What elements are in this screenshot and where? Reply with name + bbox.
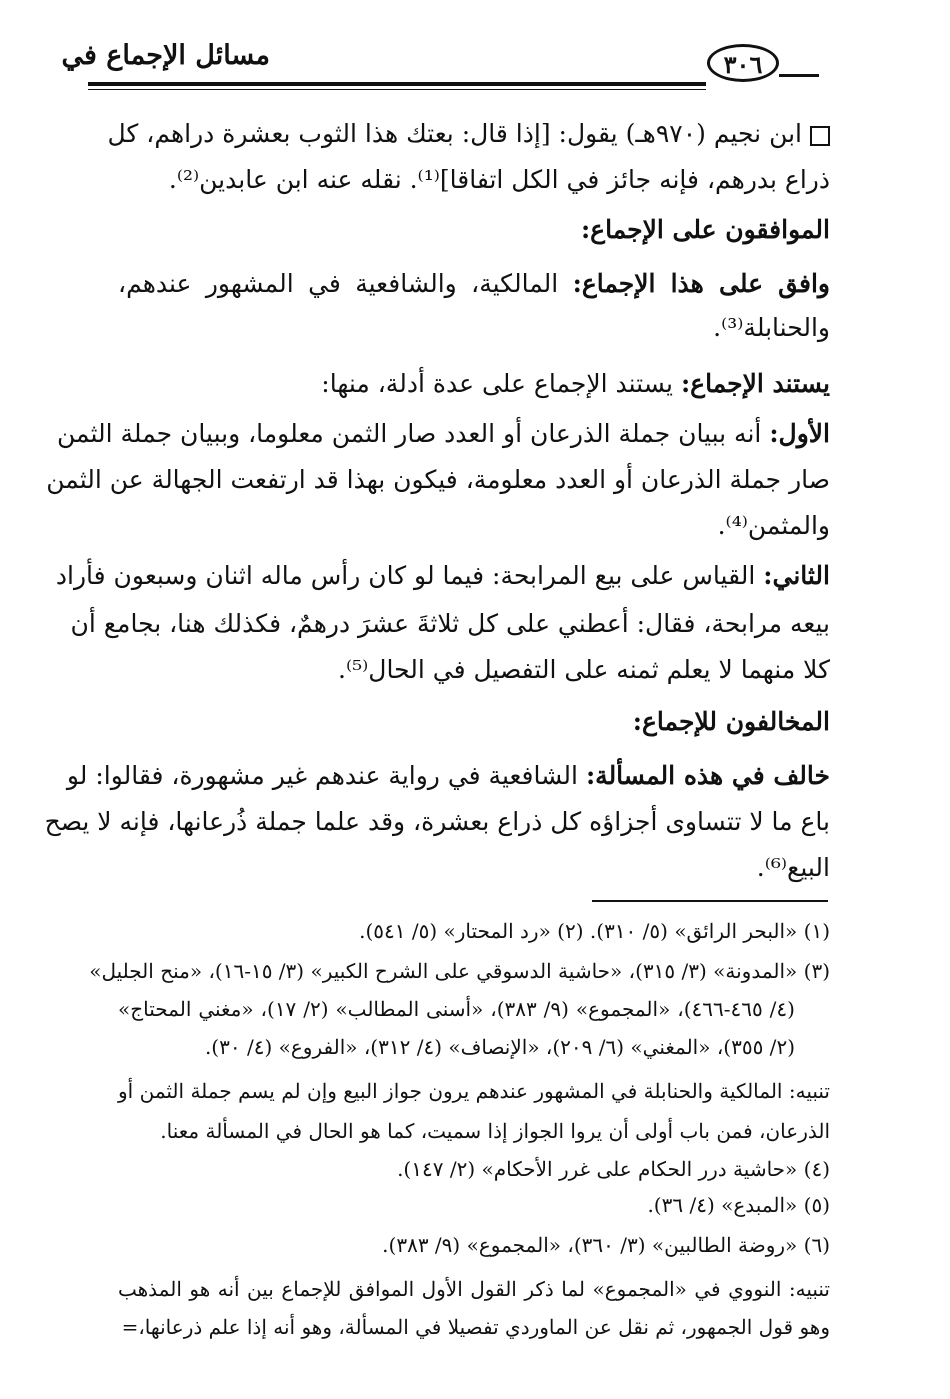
- body-text: الشافعية في رواية عندهم غير مشهورة، فقالوا: لو: [66, 761, 586, 790]
- footnote-line: (٤) «حاشية درر الحكام على غرر الأحكام» (٢/ ١٤٧).: [397, 1157, 830, 1181]
- body-line: [107, 118, 830, 150]
- footnote-line: (٢/ ٣٥٥)، «المغني» (٦/ ٢٠٩)، «الإنصاف» (٤/ ٣١٢)، «الفروع» (٤/ ٣٠).: [204, 1035, 795, 1059]
- body-text: باع ما لا تتساوى أجزاؤه كل ذراع بعشرة، وقد علما جملة ذُرعانها، فإنه لا يصح: [44, 807, 830, 836]
- body-text: صار جملة الذرعان أو العدد معلومة، فيكون بهذا قد ارتفعت الجهالة عن الثمن: [46, 465, 830, 494]
- bold-heading: المخالفون للإجماع:: [632, 707, 830, 736]
- footnote-line: وهو قول الجمهور، ثم نقل عن الماوردي تفصيلا في المسألة، وهو أنه إذا علم ذرعانها،=: [121, 1315, 830, 1339]
- bold-heading: الأول:: [769, 419, 830, 448]
- square-bullet-icon: [810, 126, 830, 146]
- footnote-line: (٥) «المبدع» (٤/ ٣٦).: [647, 1193, 830, 1217]
- footnote-separator: [592, 900, 828, 902]
- body-line: [118, 510, 830, 542]
- footnote-line: (١) «البحر الرائق» (٥/ ٣١٠). (٢) «رد المحتار» (٥/ ٥٤١).: [359, 919, 830, 943]
- header-rule-thin: [88, 89, 706, 90]
- body-line: [118, 214, 830, 246]
- body-line: [55, 560, 830, 592]
- header-rule-thick: [88, 82, 706, 86]
- body-text: ذراع بدرهم، فإنه جائز في الكل اتفاقا]⁽¹⁾. نقله عنه ابن عابدين⁽²⁾.: [168, 165, 830, 194]
- footnote-line: (٣) «المدونة» (٣/ ٣١٥)، «حاشية الدسوقي على الشرح الكبير» (٣/ ١٥-١٦)، «منح الجليل»: [89, 959, 830, 983]
- bold-heading: الموافقون على الإجماع:: [580, 215, 830, 244]
- body-line: [118, 368, 830, 400]
- footnote-line: تنبيه: النووي في «المجموع» لما ذكر القول الأول الموافق للإجماع بين أنه هو المذهب: [118, 1277, 830, 1301]
- body-text: يستند الإجماع على عدة أدلة، منها:: [321, 369, 681, 398]
- body-text: القياس على بيع المرابحة: فيما لو كان رأس ماله اثنان وسبعون فأراد: [55, 561, 764, 590]
- body-line: [118, 312, 830, 344]
- footnote-line: الذرعان، فمن باب أولى أن يروا الجواز إذا سميت، كما هو الحال في المسألة معنا.: [160, 1119, 830, 1143]
- body-text: المالكية، والشافعية في المشهور عندهم،: [118, 269, 573, 298]
- body-line: [118, 164, 830, 196]
- footnote-line: (٤/ ٤٦٥-٤٦٦)، «المجموع» (٩/ ٣٨٣)، «أسنى المطالب» (٢/ ١٧)، «مغني المحتاج»: [118, 997, 795, 1021]
- bold-heading: وافق على هذا الإجماع:: [572, 269, 830, 298]
- body-text: والحنابلة⁽³⁾.: [713, 313, 830, 342]
- body-line: [118, 654, 830, 686]
- bold-heading: الثاني:: [763, 561, 830, 590]
- body-line: [44, 806, 830, 838]
- body-text: والمثمن⁽⁴⁾.: [717, 511, 830, 540]
- body-line: [56, 418, 830, 450]
- running-header-title: مسائل الإجماع في: [61, 40, 270, 71]
- body-text: البيع⁽⁶⁾.: [756, 853, 830, 882]
- bold-heading: خالف في هذه المسألة:: [585, 761, 830, 790]
- body-line: [118, 268, 830, 300]
- footnote-line: تنبيه: المالكية والحنابلة في المشهور عندهم يرون جواز البيع وإن لم يسم جملة الثمن أو: [118, 1079, 830, 1103]
- body-line: [118, 852, 830, 884]
- body-text: ابن نجيم (٩٧٠هـ) يقول: [إذا قال: بعتك هذا الثوب بعشرة دراهم، كل: [107, 119, 802, 148]
- body-text: بيعه مرابحة، فقال: أعطني على كل ثلاثةَ عشرَ درهمٌ، فكذلك هنا، بجامع أن: [70, 609, 830, 638]
- body-text: كلا منهما لا يعلم ثمنه على التفصيل في الحال⁽⁵⁾.: [338, 655, 830, 684]
- bold-heading: يستند الإجماع:: [680, 369, 830, 398]
- body-line: [66, 760, 830, 792]
- body-line: [70, 608, 830, 640]
- header-rule-right: [779, 74, 819, 77]
- body-line: [46, 464, 830, 496]
- footnote-line: (٦) «روضة الطالبين» (٣/ ٣٦٠)، «المجموع» (٩/ ٣٨٣).: [382, 1233, 830, 1257]
- body-line: [118, 706, 830, 738]
- body-text: أنه ببيان جملة الذرعان أو العدد صار الثمن معلوما، وببيان جملة الثمن: [56, 419, 770, 448]
- page-number: ٣٠٦: [707, 44, 779, 82]
